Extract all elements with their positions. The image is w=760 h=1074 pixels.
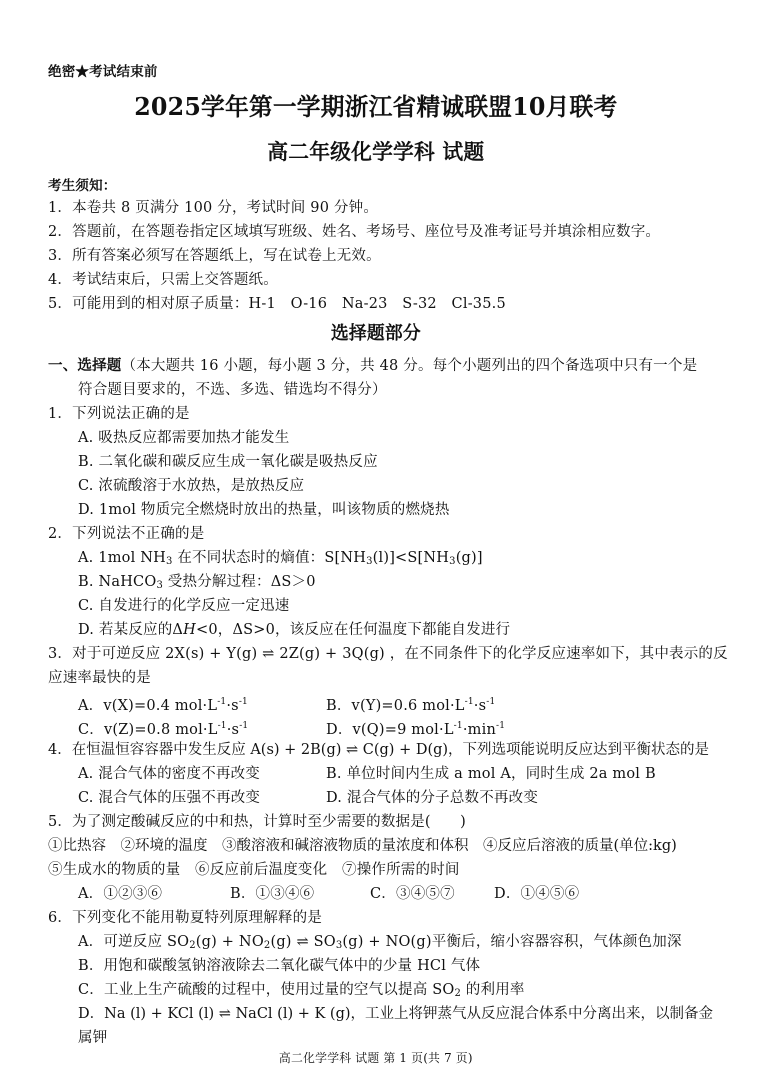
q6-option-d-cont: 属钾 [78, 1030, 108, 1046]
notice-item: 4．考试结束后，只需上交答题纸。 [48, 272, 278, 288]
q2-option-b: B. NaHCO$_3$ 受热分解过程：ΔS＞0 [78, 574, 316, 591]
section-title: 选择题部分 [330, 323, 421, 344]
q5-option-d: D．①④⑤⑥ [494, 886, 580, 902]
q3-option-c: C．v(Z)=0.8 $mol\cdot L^{-1}\cdot s^{-1}$ [78, 721, 249, 738]
q3-option-d: D．v(Q)=9 $mol\cdot L^{-1}\cdot\min^{-1}$ [326, 721, 506, 738]
q1-option-a: A. 吸热反应都需要加热才能发生 [78, 430, 290, 446]
q5-option-c: C．③④⑤⑦ [370, 886, 455, 902]
q6-option-c: C．工业上生产硫酸的过程中，使用过量的空气以提高 $SO_2$ 的利用率 [78, 982, 525, 999]
q4-stem: 4．在恒温恒容容器中发生反应 A(s) + 2B(g) ⇌ C(g) + D(g)，下列选项能说明反应达到平衡状态的是 [48, 742, 710, 758]
q3-option-a: A．v(X)=0.4 $mol\cdot L^{-1}\cdot s^{-1}$ [78, 697, 248, 714]
part1-label: 一、选择题 [48, 357, 122, 374]
q5-data-line: ①比热容 ②环境的温度 ③酸溶液和碱溶液物质的量浓度和体积 ④反应后溶液的质量(单位:kg) [48, 838, 677, 854]
q2-stem: 2．下列说法不正确的是 [48, 526, 205, 542]
q1-option-d: D. 1mol 物质完全燃烧时放出的热量，叫该物质的燃烧热 [78, 502, 450, 518]
part1-instructions: 一、选择题（本大题共 16 小题，每小题 3 分，共 48 分。每个小题列出的四个备选项中只有一个是 [48, 357, 698, 374]
q5-data-line: ⑤生成水的物质的量 ⑥反应前后温度变化 ⑦操作所需的时间 [48, 862, 460, 878]
q5-option-a: A．①②③⑥ [78, 886, 163, 902]
q1-option-c: C. 浓硫酸溶于水放热，是放热反应 [78, 478, 305, 494]
exam-subtitle: 高二年级化学学科 试题 [267, 139, 485, 164]
q2-option-d: D. 若某反应的ΔH<0，ΔS>0，该反应在任何温度下都能自发进行 [78, 622, 511, 638]
q1-stem: 1．下列说法正确的是 [48, 406, 190, 422]
secret-label: 绝密★考试结束前 [48, 64, 158, 80]
q6-stem: 6．下列变化不能用勒夏特列原理解释的是 [48, 910, 323, 926]
q2-option-a: A. 1mol $NH_3$ 在不同状态时的熵值：$S[NH_3(l)]<S[NH_3(g)]$ [78, 550, 483, 567]
q4-option-a: A. 混合气体的密度不再改变 [78, 766, 260, 782]
q1-option-b: B. 二氧化碳和碳反应生成一氧化碳是吸热反应 [78, 454, 378, 470]
q6-option-a: A．可逆反应 $SO_2(g) + NO_2(g)$ ⇌ $SO_3(g) + NO(g)$平衡后，缩小容器容积，气体颜色加深 [78, 934, 682, 951]
q3-stem-cont: 应速率最快的是 [48, 670, 151, 686]
q4-option-b: B. 单位时间内生成 a mol A，同时生成 2a mol B [326, 766, 656, 782]
q3-option-b: B．v(Y)=0.6 $mol\cdot L^{-1}\cdot s^{-1}$ [326, 697, 496, 714]
exam-title: 2025学年第一学期浙江省精诚联盟10月联考 [134, 92, 618, 121]
q6-option-d: D．Na (l) + KCl (l) ⇌ NaCl (l) + K (g)，工业上将钾蒸气从反应混合体系中分离出来，以制备金 [78, 1006, 714, 1022]
q2-option-c: C. 自发进行的化学反应一定迅速 [78, 598, 290, 614]
part1-instructions-cont: 符合题目要求的，不选、多选、错选均不得分） [78, 382, 387, 398]
notice-item: 1．本卷共 8 页满分 100 分，考试时间 90 分钟。 [48, 200, 379, 216]
q6-option-b: B．用饱和碳酸氢钠溶液除去二氧化碳气体中的少量 HCl 气体 [78, 958, 481, 974]
q5-option-b: B．①③④⑥ [230, 886, 315, 902]
notice-item: 2．答题前，在答题卷指定区域填写班级、姓名、考场号、座位号及准考证号并填涂相应数字。 [48, 224, 661, 240]
q5-stem: 5．为了测定酸碱反应的中和热，计算时至少需要的数据是( ) [48, 814, 467, 830]
notice-item: 3．所有答案必须写在答题纸上，写在试卷上无效。 [48, 248, 381, 264]
notice-heading: 考生须知： [48, 178, 117, 194]
q4-option-d: D. 混合气体的分子总数不再改变 [326, 790, 539, 806]
q3-stem: 3．对于可逆反应 2X(s) + Y(g) ⇌ 2Z(g) + 3Q(g) ，在不同条件下的化学反应速率如下，其中表示的反 [48, 646, 728, 662]
q4-option-c: C. 混合气体的压强不再改变 [78, 790, 261, 806]
page-footer: 高二化学学科 试题 第 1 页(共 7 页) [278, 1051, 473, 1065]
notice-item: 5．可能用到的相对原子质量：H-1 O-16 Na-23 S-32 Cl-35.5 [48, 296, 506, 312]
